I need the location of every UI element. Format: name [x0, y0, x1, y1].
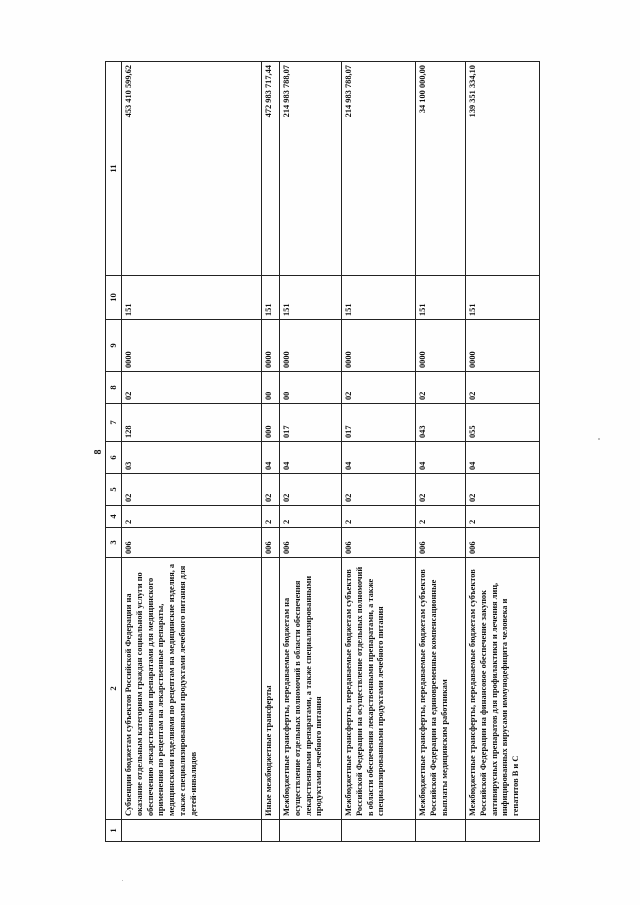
cell-code-4: 2 — [122, 506, 262, 528]
cell-admin-code: 006 — [342, 528, 416, 558]
cell-code-7: 000 — [262, 404, 280, 442]
cell-col1 — [466, 820, 540, 842]
cell-code-10: 151 — [262, 276, 280, 320]
cell-code-5: 02 — [466, 474, 540, 506]
cell-code-5: 02 — [342, 474, 416, 506]
table-row — [466, 62, 540, 842]
cell-code-9: 0000 — [262, 320, 280, 372]
cell-code-8: 02 — [416, 372, 466, 404]
table-row — [122, 62, 262, 842]
page-number: 8 — [93, 449, 104, 455]
cell-code-7: 055 — [466, 404, 540, 442]
cell-code-10: 151 — [122, 276, 262, 320]
col-header: 3 — [106, 528, 122, 558]
col-header: 4 — [106, 506, 122, 528]
col-header: 1 — [106, 820, 122, 842]
cell-code-8: 02 — [342, 372, 416, 404]
cell-code-5: 02 — [262, 474, 280, 506]
col-header: 2 — [106, 558, 122, 820]
cell-code-8: 02 — [122, 372, 262, 404]
cell-code-9: 0000 — [342, 320, 416, 372]
cell-amount: 453 410 599,62 — [122, 62, 262, 276]
cell-description: Межбюджетные трансферты, передаваемые бюджетам на осуществление отдельных полномочий в области обеспечения лекарственными препаратами, а также специализированными продуктами лечебного питания — [280, 558, 342, 820]
cell-code-8: 02 — [466, 372, 540, 404]
cell-code-9: 0000 — [280, 320, 342, 372]
cell-amount: 472 983 717,44 — [262, 62, 280, 276]
cell-col1 — [262, 820, 280, 842]
cell-code-7: 128 — [122, 404, 262, 442]
cell-code-6: 04 — [416, 442, 466, 474]
cell-code-6: 04 — [466, 442, 540, 474]
cell-code-8: 00 — [262, 372, 280, 404]
cell-admin-code: 006 — [416, 528, 466, 558]
cell-code-8: 00 — [280, 372, 342, 404]
cell-col1 — [280, 820, 342, 842]
col-header: 10 — [106, 276, 122, 320]
table-row — [416, 62, 466, 842]
table-row — [342, 62, 416, 842]
cell-col1 — [122, 820, 262, 842]
cell-amount: 214 983 788,07 — [280, 62, 342, 276]
cell-code-7: 017 — [342, 404, 416, 442]
rotated-sheet — [93, 62, 535, 842]
cell-description: Межбюджетные трансферты, передаваемые бюджетам субъектов Российской Федерации на единовременные компенсационные выплаты медицинским работникам — [416, 558, 466, 820]
cell-code-5: 02 — [122, 474, 262, 506]
cell-admin-code: 006 — [122, 528, 262, 558]
col-header: 6 — [106, 442, 122, 474]
col-header: 7 — [106, 404, 122, 442]
column-number-row — [106, 62, 122, 842]
cell-col1 — [342, 820, 416, 842]
cell-description: Иные межбюджетные трансферты — [262, 558, 280, 820]
cell-code-10: 151 — [466, 276, 540, 320]
cell-admin-code: 006 — [466, 528, 540, 558]
cell-code-9: 0000 — [416, 320, 466, 372]
cell-col1 — [416, 820, 466, 842]
budget-table — [105, 61, 540, 842]
cell-code-4: 2 — [262, 506, 280, 528]
cell-admin-code: 006 — [280, 528, 342, 558]
scan-speck — [598, 438, 600, 440]
cell-code-9: 0000 — [466, 320, 540, 372]
cell-code-7: 043 — [416, 404, 466, 442]
cell-code-4: 2 — [342, 506, 416, 528]
cell-code-6: 04 — [342, 442, 416, 474]
cell-code-4: 2 — [416, 506, 466, 528]
cell-code-4: 2 — [466, 506, 540, 528]
cell-code-9: 0000 — [122, 320, 262, 372]
cell-code-6: 03 — [122, 442, 262, 474]
scan-speck — [122, 880, 123, 881]
cell-code-4: 2 — [280, 506, 342, 528]
cell-description: Межбюджетные трансферты, передаваемые бюджетам субъектов Российской Федерации на осуществление отдельных полномочий в области обеспечения лекарственными препаратами, а также специализированными продуктами лечебного питания — [342, 558, 416, 820]
cell-code-6: 04 — [280, 442, 342, 474]
table-row — [280, 62, 342, 842]
cell-code-5: 02 — [416, 474, 466, 506]
cell-code-5: 02 — [280, 474, 342, 506]
cell-code-10: 151 — [342, 276, 416, 320]
col-header: 8 — [106, 372, 122, 404]
cell-code-6: 04 — [262, 442, 280, 474]
cell-amount: 139 351 334,10 — [466, 62, 540, 276]
cell-amount: 214 983 788,07 — [342, 62, 416, 276]
cell-description: Межбюджетные трансферты, передаваемые бюджетам субъектов Российской Федерации на финансовое обеспечение закупок антивирусных препаратов для профилактики и лечения лиц, инфицированных вирусами иммунодефицита человека и гепатитов В и С — [466, 558, 540, 820]
cell-description: Субвенции бюджетам субъектов Российской Федерации на оказание отдельным категориям граждан социальной услуги по обеспечению лекарственными препаратами для медицинского применения по рецептам на лекарственные препараты, медицинскими изделиями по рецептам на медицинские изделия, а также специализированными продуктами лечебного питания для детей-инвалидов — [122, 558, 262, 820]
cell-code-7: 017 — [280, 404, 342, 442]
col-header: 11 — [106, 62, 122, 276]
cell-amount: 34 100 000,00 — [416, 62, 466, 276]
cell-code-10: 151 — [280, 276, 342, 320]
cell-code-10: 151 — [416, 276, 466, 320]
table-row — [262, 62, 280, 842]
col-header: 9 — [106, 320, 122, 372]
col-header: 5 — [106, 474, 122, 506]
cell-admin-code: 006 — [262, 528, 280, 558]
